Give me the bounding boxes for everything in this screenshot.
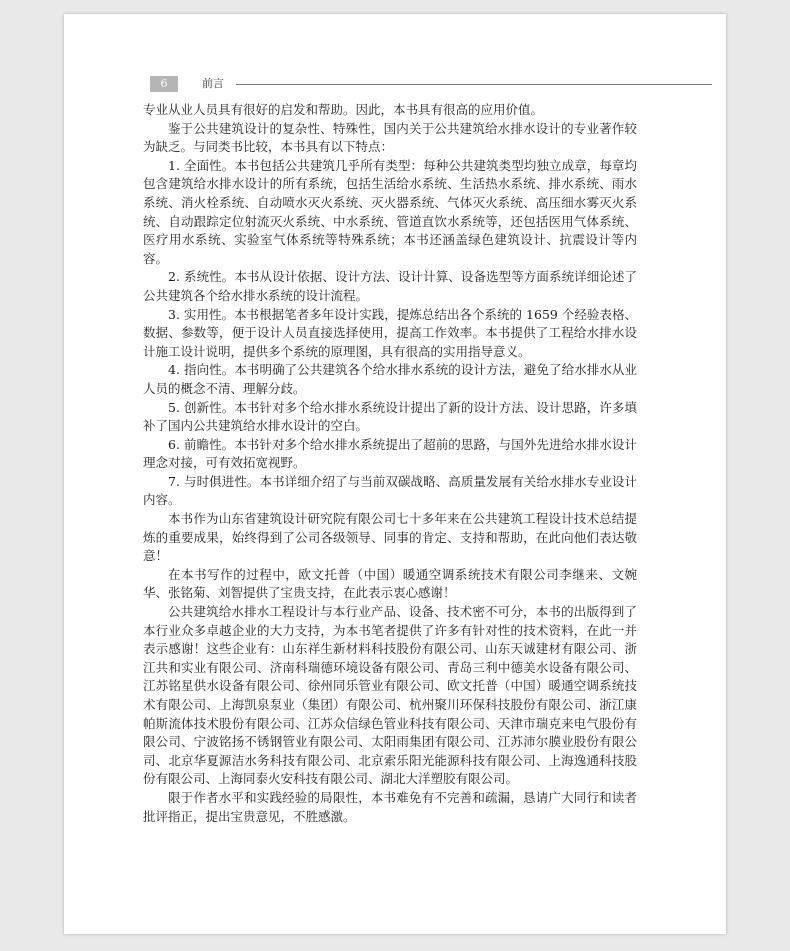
paragraph: 1. 全面性。本书包括公共建筑几乎所有类型：每种公共建筑类型均独立成章，每章均包含建筑给水排水设计的所有系统，包括生活给水系统、生活热水系统、排水系统、雨水系统、消火栓系统、自动喷水灭火系统、灭火器系统、气体灭火系统、高压细水雾灭火系统、自动跟踪定位射流灭火系统、中水系统、管道直饮水系统等，还包括医用气体系统、医疗用水系统、实验室气体系统等特殊系统；本书还涵盖绿色建筑设计、抗震设计等内容。 xyxy=(143,157,637,266)
body-text xyxy=(143,101,637,826)
paragraph: 专业从业人员具有很好的启发和帮助。因此，本书具有很高的应用价值。 xyxy=(143,102,544,117)
paragraph: 2. 系统性。本书从设计依据、设计方法、设计计算、设备选型等方面系统详细论述了公共建筑各个给水排水系统的设计流程。 xyxy=(143,269,637,303)
section-title: 前言 xyxy=(202,77,224,90)
page-header xyxy=(150,76,712,98)
paragraph: 7. 与时俱进性。本书详细介绍了与当前双碳战略、高质量发展有关给水排水专业设计内容。 xyxy=(143,473,637,508)
paragraph: 限于作者水平和实践经验的局限性，本书难免有不完善和疏漏，恳请广大同行和读者批评指正，提出宝贵意见，不胜感激。 xyxy=(143,789,637,824)
paragraph: 在本书写作的过程中，欧文托普（中国）暖通空调系统技术有限公司李继来、文婉华、张铭菊、刘智提供了宝贵支持，在此表示衷心感谢！ xyxy=(143,566,637,601)
paragraph: 5. 创新性。本书针对多个给水排水系统设计提出了新的设计方法、设计思路，许多填补了国内公共建筑给水排水设计的空白。 xyxy=(143,399,637,434)
paragraph: 本书作为山东省建筑设计研究院有限公司七十多年来在公共建筑工程设计技术总结提炼的重要成果，始终得到了公司各级领导、同事的肯定、支持和帮助，在此向他们表达敬意！ xyxy=(143,511,637,564)
header-rule xyxy=(236,84,712,85)
paragraph: 公共建筑给水排水工程设计与本行业产品、设备、技术密不可分，本书的出版得到了本行业众多卓越企业的大力支持，为本书笔者提供了许多有针对性的技术资料，在此一并表示感谢！这些企业有：山东祥生新材料科技股份有限公司、山东天诚建材有限公司、浙江共和实业有限公司、济南科瑞德环境设备有限公司、青岛三利中德美水设备有限公司、江苏铭星供水设备有限公司、徐州同乐管业有限公司、欧文托普（中国）暖通空调系统技术有限公司、上海凯泉泵业（集团）有限公司、杭州聚川环保科技股份有限公司、浙江康帕斯流体技术股份有限公司、江苏众信绿色管业科技有限公司、天津市瑞克来电气股份有限公司、宁波铭扬不锈钢管业有限公司、太阳雨集团有限公司、江苏沛尔膜业股份有限公司、北京华夏源洁水务科技有限公司、北京索乐阳光能源科技有限公司、上海逸通科技股份有限公司、上海同泰火安科技有限公司、湖北大洋塑胶有限公司。 xyxy=(143,604,637,787)
paragraph: 鉴于公共建筑设计的复杂性、特殊性，国内关于公共建筑给水排水设计的专业著作较为缺乏。与同类书比较，本书具有以下特点： xyxy=(143,120,637,155)
paragraph: 6. 前瞻性。本书针对多个给水排水系统提出了超前的思路，与国外先进给水排水设计理念对接，可有效拓宽视野。 xyxy=(143,436,637,471)
book-page xyxy=(64,14,726,934)
page-number: 6 xyxy=(150,76,178,92)
paragraph: 4. 指向性。本书明确了公共建筑各个给水排水系统的设计方法，避免了给水排水从业人员的概念不清、理解分歧。 xyxy=(143,362,637,396)
paragraph: 3. 实用性。本书根据笔者多年设计实践，提炼总结出各个系统的 1659 个经验表格、数据、参数等，便于设计人员直接选择使用，提高工作效率。本书提供了工程给水排水设计施工设计说明，提供多个系统的原理图，具有很高的实用指导意义。 xyxy=(143,306,637,359)
